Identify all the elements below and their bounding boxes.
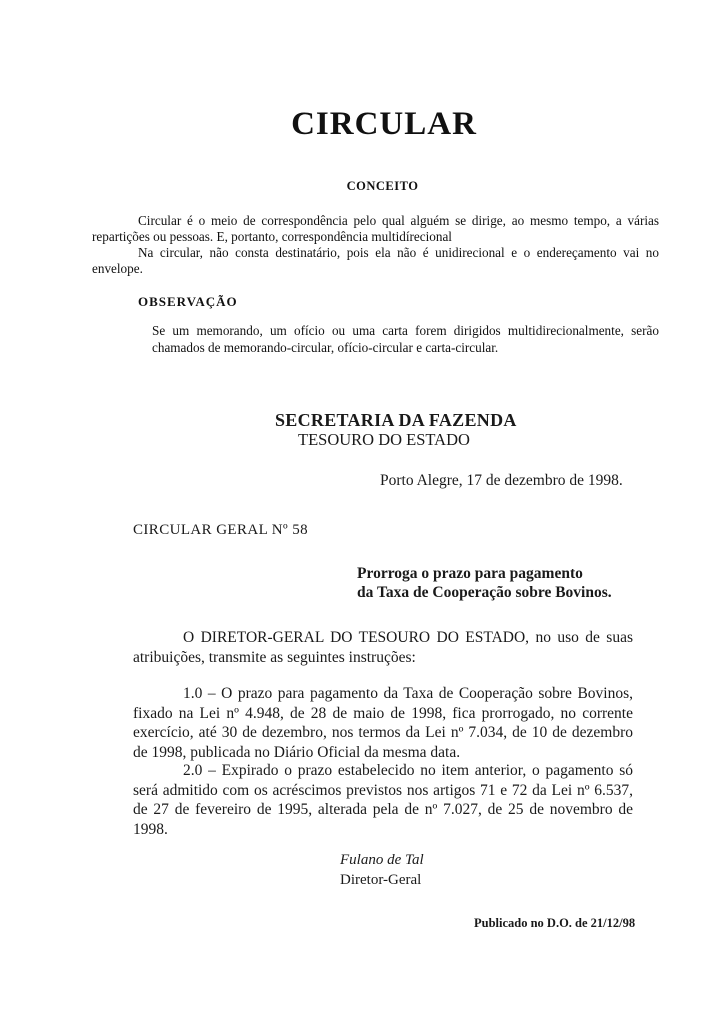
publication-note: Publicado no D.O. de 21/12/98 <box>474 916 636 930</box>
subject-line-2: da Taxa de Cooperação sobre Bovinos. <box>357 584 612 601</box>
intro-text: O DIRETOR-GERAL DO TESOURO DO ESTADO, no uso de suas atribuições, transmite as seguintes instruções: <box>133 629 633 666</box>
signature-name: Fulano de Tal <box>340 852 424 868</box>
concept-paragraph-1-text: Circular é o meio de correspondência pelo qual alguém se dirige, ao mesmo tempo, a várias repartições ou pessoas. E, portanto, correspondência multidírecional <box>92 213 659 244</box>
observation-text: Se um memorando, um ofício ou uma carta forem dirigidos multidirecionalmente, serão chamados de memorando-circular, ofício-circular e carta-circular. <box>152 323 659 355</box>
concept-paragraph-2-text: Na circular, não consta destinatário, pois ela não é unidirecional e o endereçamento vai no envelope. <box>92 245 659 276</box>
institution-name: SECRETARIA DA FAZENDA <box>275 410 517 430</box>
signature-title: Diretor-Geral <box>340 872 422 888</box>
item-1-text: 1.0 – O prazo para pagamento da Taxa de Cooperação sobre Bovinos, fixado na Lei nº 4.948, de 28 de maio de 1998, fica prorrogado, no corrente exercício, até 30 de dezembro, nos termos da Lei nº 7.034, de 10 de dezembro de 1998, publicada no Diário Oficial da mesma data. <box>133 685 633 761</box>
intro-paragraph <box>133 628 633 667</box>
concept-paragraph-1 <box>92 213 659 245</box>
concept-paragraph-2 <box>92 245 659 277</box>
item-2-paragraph <box>133 761 633 839</box>
subject-line-1: Prorroga o prazo para pagamento <box>357 565 583 582</box>
department-name: TESOURO DO ESTADO <box>298 430 470 449</box>
observation-heading: OBSERVAÇÃO <box>138 294 238 309</box>
item-1-paragraph <box>133 684 633 762</box>
circular-number: CIRCULAR GERAL Nº 58 <box>133 522 309 538</box>
section-heading-concept: CONCEITO <box>346 179 419 193</box>
item-2-text: 2.0 – Expirado o prazo estabelecido no item anterior, o pagamento só será admitido com os acréscimos previstos nos artigos 71 e 72 da Lei nº 6.537, de 27 de fevereiro de 1995, alterada pela de nº 7.027, de 25 de novembro de 1998. <box>133 762 633 838</box>
subject-block <box>357 564 612 602</box>
page-title: CIRCULAR <box>291 106 477 142</box>
date-line: Porto Alegre, 17 de dezembro de 1998. <box>380 472 623 489</box>
